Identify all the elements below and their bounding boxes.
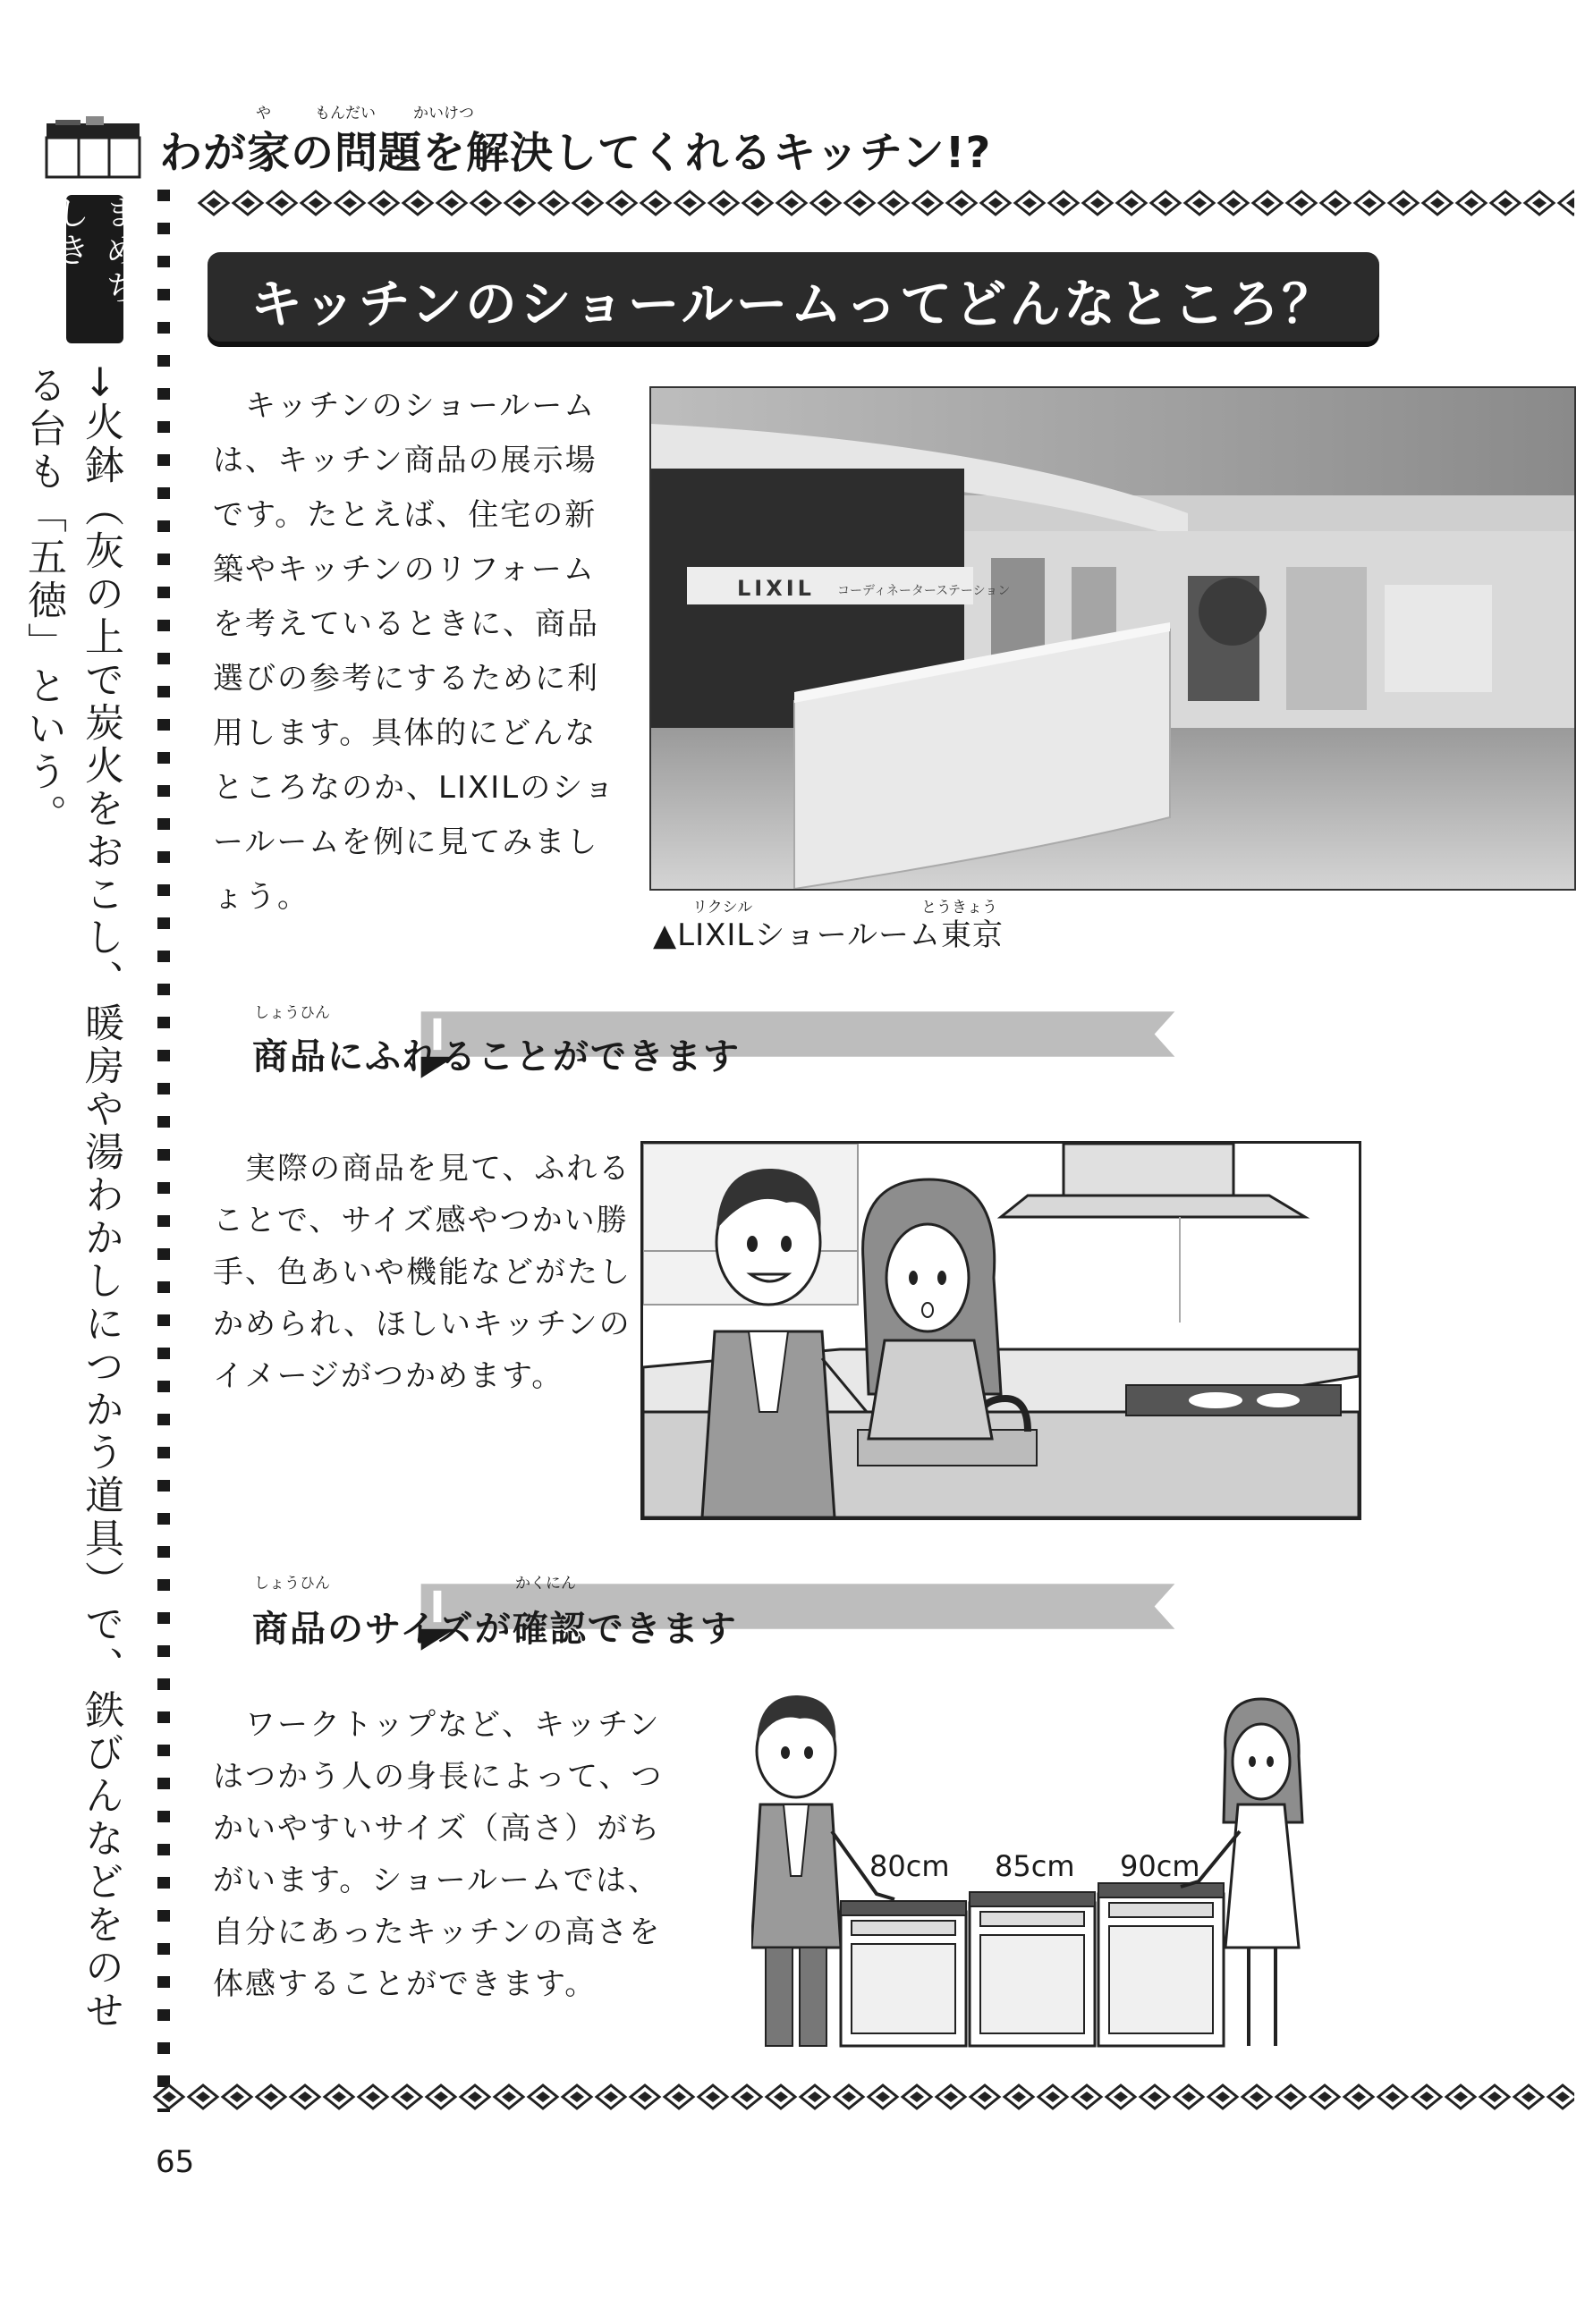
section2-line: 体感することができます。: [213, 1966, 598, 2002]
header-ruby-kaiketsu: かいけつ: [413, 105, 474, 123]
intro-line: は、キッチン商品の展示場: [213, 443, 598, 478]
section2-line: がいます。ショールームでは、: [213, 1863, 660, 1898]
intro-line: 築やキッチンのリフォーム: [213, 552, 596, 587]
section2-line: かいやすいサイズ（高さ）がち: [213, 1811, 662, 1847]
intro-line: キッチンのショールーム: [213, 388, 597, 424]
section1-line: かめられ、ほしいキッチンの: [213, 1306, 631, 1342]
intro-line: ールームを例に見てみまし: [213, 824, 599, 860]
section2-ruby-kakunin: かくにん: [515, 1575, 576, 1593]
caption-ruby-lixil: リクシル: [692, 899, 753, 917]
intro-paragraph: [213, 379, 616, 925]
section2-paragraph: [213, 1699, 663, 2010]
mamechishiki-text: →火鉢（灰の上で炭火をおこし、暖房や湯わかしにつかう道具）で、鉄びんなどをのせる台も「五徳」という。: [21, 365, 123, 2032]
page-number: 65: [156, 2144, 195, 2180]
section2-line: はつかう人の身長によって、つ: [213, 1759, 664, 1795]
lixil-sign-text: コーディネーターステーション: [837, 584, 1011, 598]
couple-at-kitchen-illustration: [640, 1141, 1361, 1520]
mamechishiki-label: まめちしき: [66, 195, 123, 343]
intro-line: を考えているときに、商品: [213, 606, 599, 642]
height-label-80: 80cm: [869, 1849, 950, 1883]
header-ruby-mondai: もんだい: [315, 105, 376, 123]
lixil-sign-logo: LIXIL: [737, 576, 815, 601]
intro-line: ところなのか、LIXILのショ: [213, 770, 616, 806]
section1-line: ことで、サイズ感やつかい勝: [213, 1203, 629, 1238]
dotted-divider: [157, 190, 170, 2112]
section2-title: 商品のサイズが確認できます: [252, 1609, 738, 1650]
photo-caption: ▲LIXILショールーム東京: [653, 917, 1004, 953]
kitchen-stove-icon: [43, 114, 143, 186]
section1-line: イメージがつかめます。: [213, 1358, 564, 1394]
section2-line: ワークトップなど、キッチン: [213, 1707, 661, 1743]
showroom-photo: [649, 386, 1576, 891]
intro-line: 用します。具体的にどんな: [213, 715, 598, 751]
diamond-border-top: [197, 190, 1574, 220]
section2-line: 自分にあったキッチンの高さを: [213, 1914, 662, 1950]
height-label-85: 85cm: [995, 1849, 1075, 1883]
header-ruby-ya: や: [256, 105, 271, 123]
section1-paragraph: [213, 1143, 631, 1402]
section1-title: 商品にふれることができます: [252, 1036, 741, 1077]
counter-heights-illustration: [751, 1679, 1306, 2064]
main-banner: キッチンのショールームってどんなところ？: [208, 252, 1379, 347]
caption-ruby-tokyo: とうきょう: [921, 899, 997, 917]
section1-line: 手、色あいや機能などがたし: [213, 1255, 631, 1290]
page-title: わが家の問題を解決してくれるキッチン!?: [159, 128, 992, 178]
section1-line: 実際の商品を見て、ふれる: [213, 1151, 631, 1187]
section1-ruby: しょうひん: [254, 1004, 330, 1022]
intro-line: です。たとえば、住宅の新: [213, 497, 598, 533]
height-label-90: 90cm: [1120, 1849, 1200, 1883]
intro-line: ょう。: [213, 879, 309, 915]
section2-ruby-shohin: しょうひん: [254, 1575, 330, 1593]
diamond-border-bottom: [152, 2083, 1574, 2114]
intro-line: 選びの参考にするために利: [213, 661, 599, 697]
